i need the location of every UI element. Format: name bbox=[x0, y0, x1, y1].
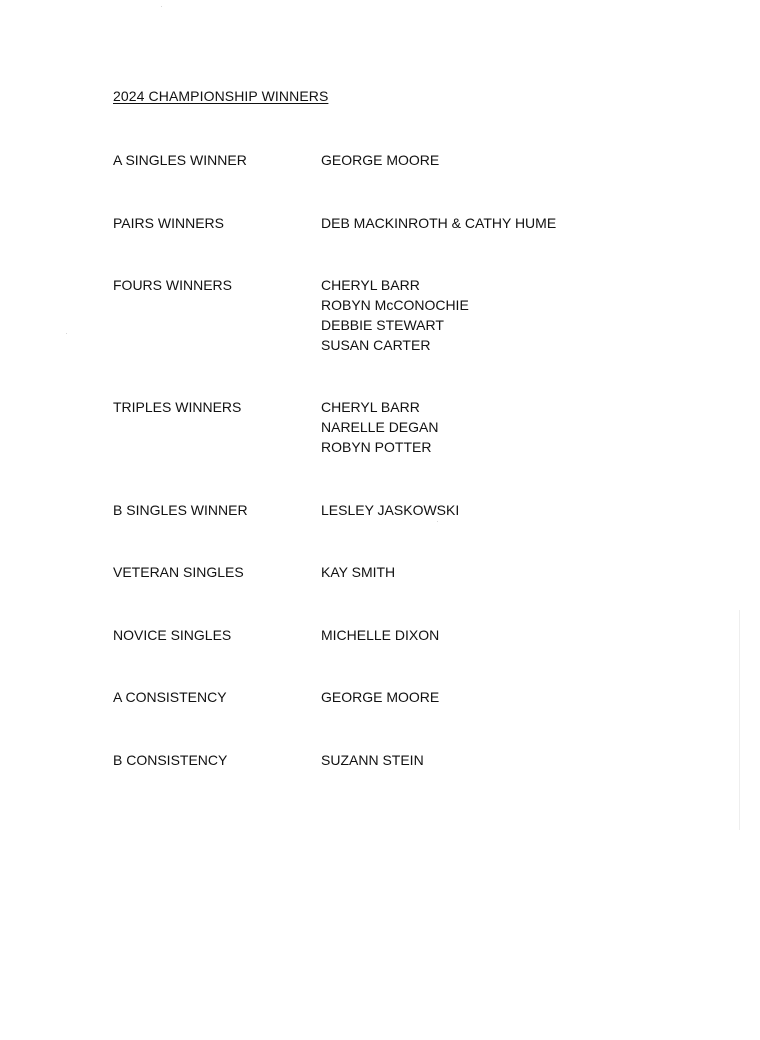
scan-speck bbox=[66, 333, 67, 334]
winner-list bbox=[321, 625, 439, 645]
winner-name: DEBBIE STEWART bbox=[321, 317, 444, 333]
category-label: A SINGLES WINNER bbox=[113, 152, 247, 168]
winner-name: NARELLE DEGAN bbox=[321, 419, 439, 435]
winner-name: GEORGE MOORE bbox=[321, 152, 440, 168]
scan-edge-mark bbox=[739, 610, 740, 830]
winner-name: LESLEY JASKOWSKI bbox=[321, 502, 460, 518]
category-label: B SINGLES WINNER bbox=[113, 502, 248, 518]
winner-name: GEORGE MOORE bbox=[321, 689, 440, 705]
category-label: VETERAN SINGLES bbox=[113, 564, 244, 580]
winner-name: CHERYL BARR bbox=[321, 277, 420, 293]
winner-list bbox=[321, 397, 438, 457]
winner-list bbox=[321, 150, 439, 170]
winner-list bbox=[321, 687, 439, 707]
category-label: A CONSISTENCY bbox=[113, 689, 227, 705]
winner-name: DEB MACKINROTH & CATHY HUME bbox=[321, 215, 557, 231]
category-label: PAIRS WINNERS bbox=[113, 215, 224, 231]
winner-name: SUSAN CARTER bbox=[321, 337, 431, 353]
winner-list bbox=[321, 213, 556, 233]
winner-name: KAY SMITH bbox=[321, 564, 396, 580]
winner-name: ROBYN POTTER bbox=[321, 439, 432, 455]
winner-name: MICHELLE DIXON bbox=[321, 627, 440, 643]
document-title: 2024 CHAMPIONSHIP WINNERS bbox=[113, 88, 329, 104]
winner-list bbox=[321, 562, 395, 582]
winner-list bbox=[321, 750, 424, 770]
scan-speck bbox=[161, 6, 162, 7]
winner-list bbox=[321, 275, 469, 355]
scan-speck bbox=[437, 521, 438, 522]
category-label: B CONSISTENCY bbox=[113, 752, 228, 768]
winner-name: ROBYN McCONOCHIE bbox=[321, 297, 469, 313]
category-label: NOVICE SINGLES bbox=[113, 627, 232, 643]
winner-name: SUZANN STEIN bbox=[321, 752, 424, 768]
category-label: FOURS WINNERS bbox=[113, 277, 232, 293]
category-label: TRIPLES WINNERS bbox=[113, 399, 242, 415]
winner-name: CHERYL BARR bbox=[321, 399, 420, 415]
winner-list bbox=[321, 500, 459, 520]
